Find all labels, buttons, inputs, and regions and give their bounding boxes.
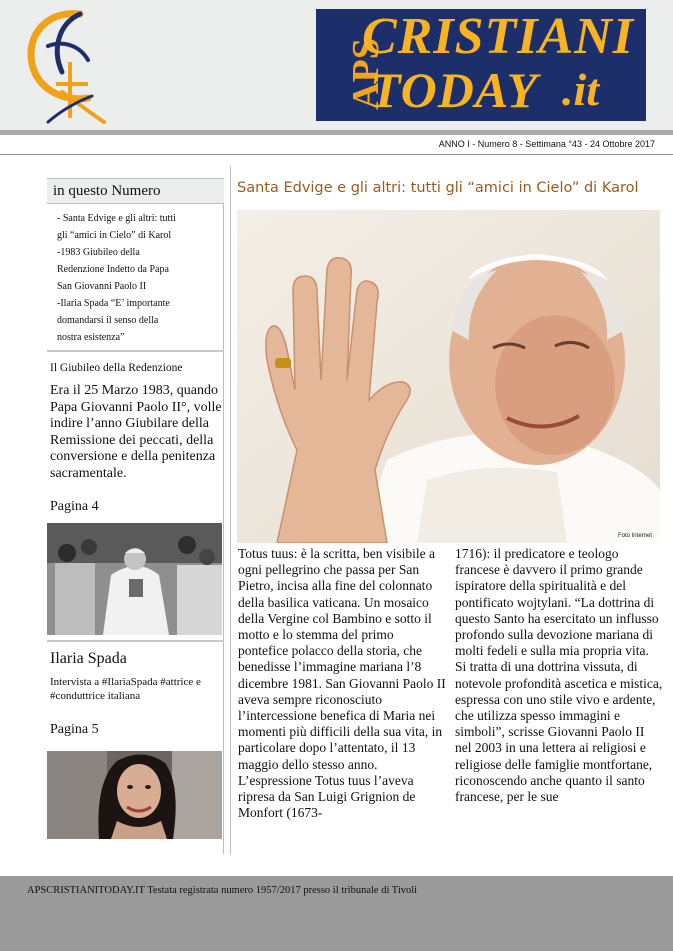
ilaria-title: Ilaria Spada xyxy=(50,650,127,667)
column-divider xyxy=(230,166,231,854)
giubileo-photo xyxy=(47,523,222,635)
article-column-2: 1716): il predicatore e teologo francese è davvero il primo grande ispiratore della spiritualità e del pontificato wojtylani. “La dottrina di questo Santo ha esercitato un influsso profondo sulla devozione mariana di molti fedeli e sulla mia propria vita. Si tratta di una dottrina vissuta, di notevole profondità ascetica e mistica, espressa con uno stile vivo e ardente, che utilizza spesso immagini e simboli”, scrisse Giovanni Paolo II nel 2003 in una lettera ai religiosi e religiose delle famiglie montfortane, riconoscendo anche quanto il santo francese, per le sue xyxy=(455,546,663,805)
footer-text: APSCRISTIANITODAY.IT Testata registrata numero 1957/2017 presso il tribunale di Tivoli xyxy=(27,885,418,896)
article-hero-photo xyxy=(237,210,660,543)
giubileo-page-ref[interactable]: Pagina 4 xyxy=(50,499,99,514)
toc-item[interactable]: domandarsi il senso della xyxy=(57,315,159,326)
toc-item[interactable]: -1983 Giubileo della xyxy=(57,247,140,258)
sidebar xyxy=(47,178,224,854)
masthead-domain: .it xyxy=(562,64,600,115)
toc-item[interactable]: - Santa Edvige e gli altri: tutti xyxy=(57,213,176,224)
header-rule xyxy=(0,130,673,135)
issue-rule xyxy=(0,154,673,155)
masthead-aps: APS xyxy=(345,38,387,110)
giubileo-title: Il Giubileo della Redenzione xyxy=(50,362,183,374)
toc-list xyxy=(57,210,217,346)
fish-cross-logo xyxy=(18,6,110,124)
masthead xyxy=(316,9,646,121)
article-column-1: Totus tuus: è la scritta, ben visibile a ogni pellegrino che passa per San Pietro, incisa alla fine del colonnato della basilica vaticana. Un mosaico della Vergine col Bambino e sotto il motto e lo stemma del primo pontefice polacco della storia, che benedisse l’immagine mariana l’8 dicembre 1981. San Giovanni Paolo II aveva sempre riconosciuto l’intercessione benefica di Maria nei momenti più difficili della sua vita, in particolare dopo l’attentato, il 13 maggio dello stesso anno. L’espressione Totus tuus l’aveva ripresa da San Luigi Grignion de Monfort (1673- xyxy=(238,546,446,821)
ilaria-text: Intervista a #IlariaSpada #attrice e #conduttrice italiana xyxy=(50,676,201,702)
page-header xyxy=(0,0,673,130)
toc-item[interactable]: San Giovanni Paolo II xyxy=(57,281,147,292)
toc-title: in questo Numero xyxy=(53,183,161,199)
toc-item[interactable]: Redenzione Indetto da Papa xyxy=(57,264,169,275)
photo-credit: Foto Internet xyxy=(617,533,652,539)
toc-item[interactable]: gli “amici in Cielo” di Karol xyxy=(57,230,172,241)
issue-line: ANNO I - Numero 8 - Settimana °43 - 24 Ottobre 2017 xyxy=(438,139,655,149)
page-footer xyxy=(0,876,673,951)
section-divider xyxy=(47,640,224,642)
giubileo-text: Era il 25 Marzo 1983, quando Papa Giovanni Paolo II°, volle indire l’anno Giubilare della Remissione dei peccati, della conversione e della penitenza sacramentale. xyxy=(50,383,222,481)
masthead-today: TODAY xyxy=(370,62,538,118)
ilaria-page-ref[interactable]: Pagina 5 xyxy=(50,722,99,737)
ilaria-photo xyxy=(47,751,222,839)
toc-header xyxy=(47,178,224,204)
toc-item[interactable]: -Ilaria Spada “E’ importante xyxy=(57,298,170,309)
toc-item[interactable]: nostra esistenza” xyxy=(57,332,125,343)
section-divider xyxy=(47,350,224,352)
article-title: Santa Edvige e gli altri: tutti gli “amici in Cielo” di Karol xyxy=(237,180,639,196)
masthead-cristiani: CRISTIANI xyxy=(362,8,634,65)
